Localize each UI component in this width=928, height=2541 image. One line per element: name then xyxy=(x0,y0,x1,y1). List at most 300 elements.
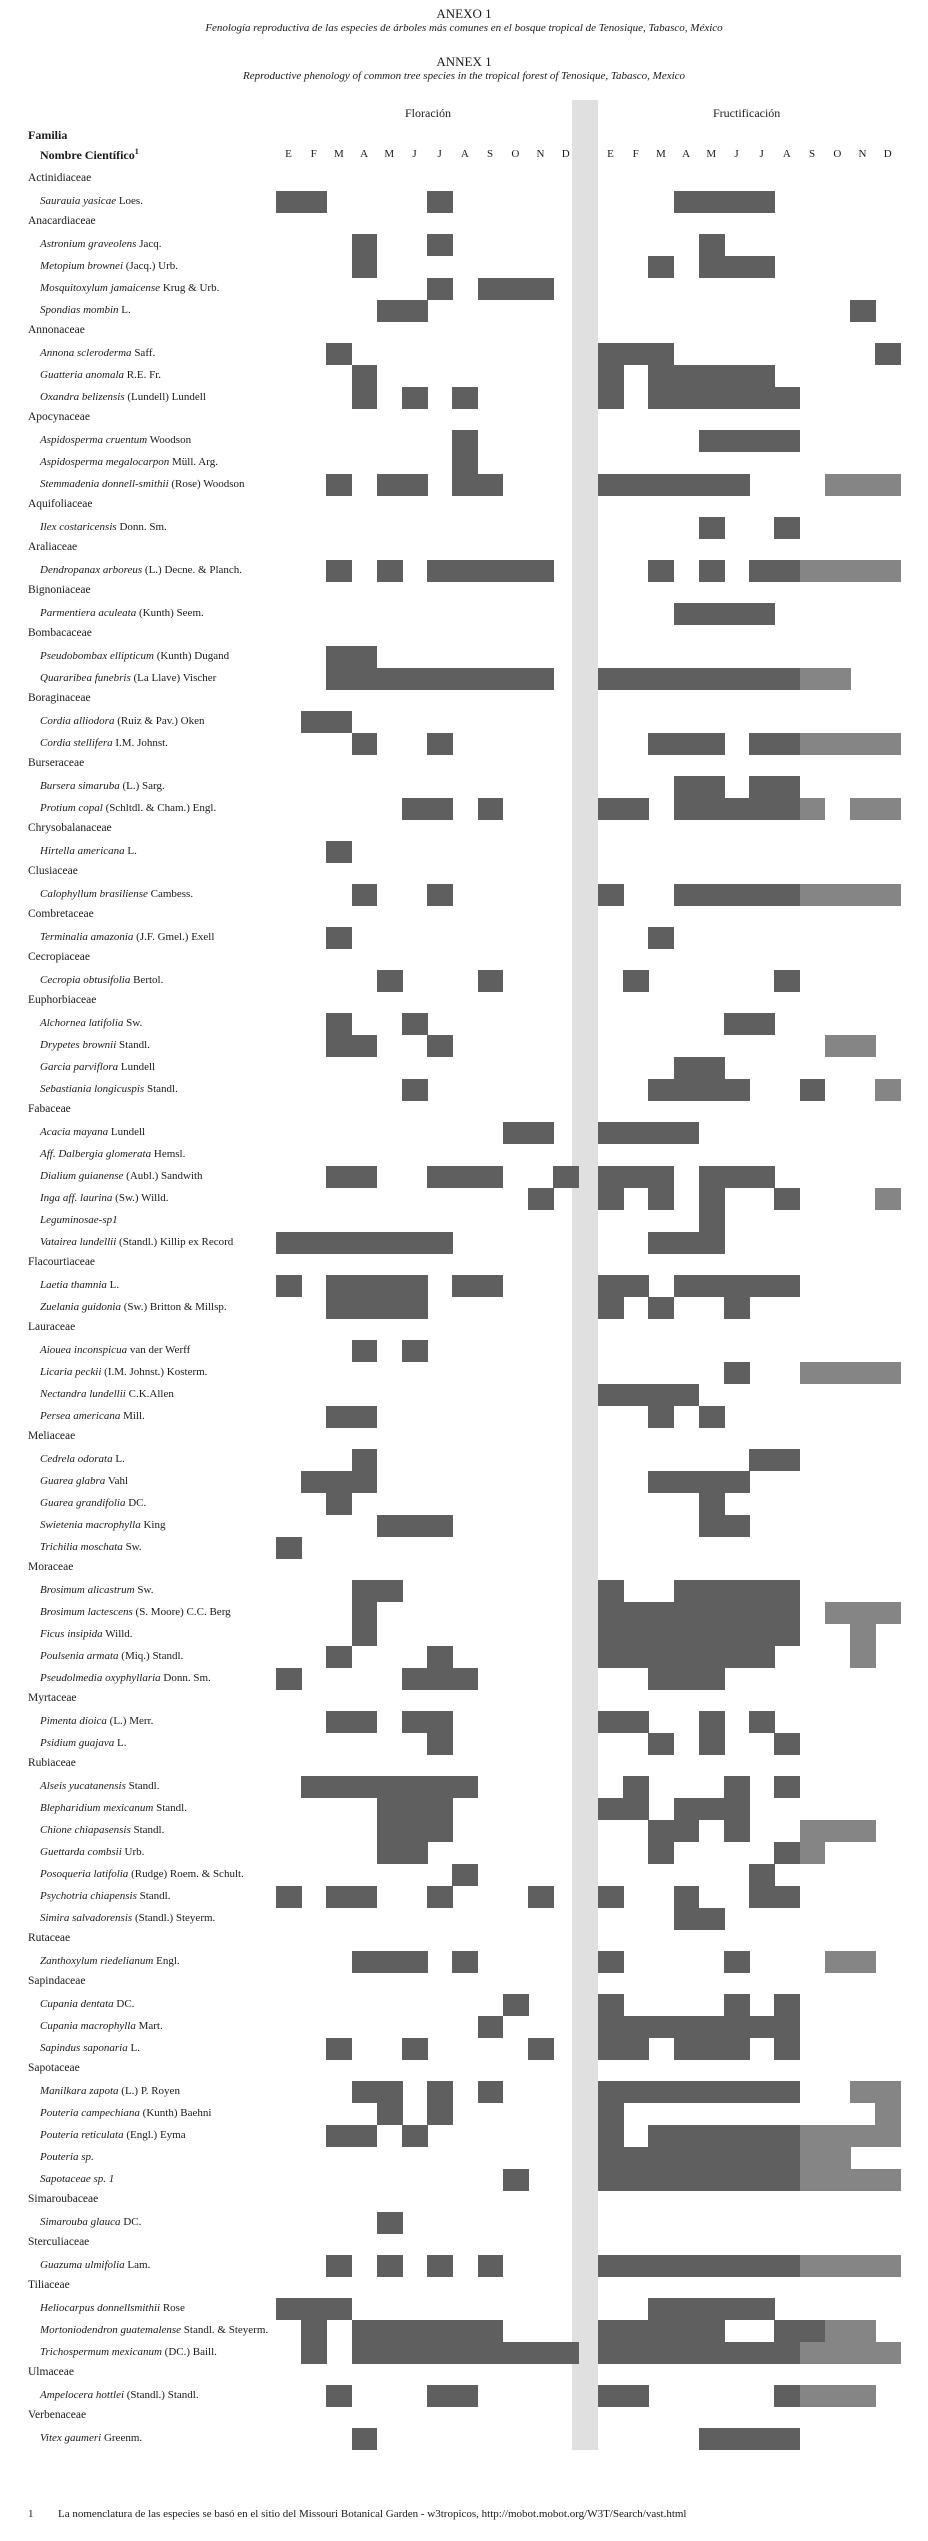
species-name xyxy=(40,1388,174,1400)
fruiting-cell xyxy=(674,2169,700,2191)
annex-title-en: ANNEX 1 xyxy=(436,54,492,69)
fruiting-cell xyxy=(749,1711,775,1733)
fruiting-cell xyxy=(749,2428,775,2450)
flowering-cell xyxy=(377,1776,403,1798)
flowering-cell xyxy=(478,970,504,992)
fruiting-light-cell xyxy=(875,733,901,755)
flowering-cell xyxy=(326,2385,352,2407)
species-author: (Sw.) Willd. xyxy=(112,1192,169,1204)
flowering-cell xyxy=(452,560,478,582)
flowering-cell xyxy=(352,2081,378,2103)
species-name xyxy=(40,456,218,468)
fruiting-light-cell xyxy=(825,2320,851,2342)
fruiting-cell xyxy=(623,1646,649,1668)
fruiting-cell xyxy=(648,1733,674,1755)
fruiting-cell xyxy=(724,365,750,387)
flowering-cell xyxy=(427,2385,453,2407)
species-name xyxy=(40,802,216,814)
fruiting-cell xyxy=(774,668,800,690)
fruiting-cell xyxy=(648,1471,674,1493)
flowering-cell xyxy=(427,1166,453,1188)
fruiting-cell xyxy=(724,2016,750,2038)
fruiting-cell xyxy=(749,365,775,387)
fruiting-cell xyxy=(623,798,649,820)
fruiting-cell xyxy=(674,1624,700,1646)
species-name xyxy=(40,2324,268,2336)
species-name xyxy=(40,347,155,359)
fruiting-cell xyxy=(774,733,800,755)
species-name xyxy=(40,2020,163,2032)
species-author: Urb. xyxy=(121,1846,145,1858)
fruiting-light-cell xyxy=(825,2255,851,2277)
species-scientific-name: Sebastiania longicuspis xyxy=(40,1083,145,1095)
fruiting-light-cell xyxy=(825,2125,851,2147)
fruiting-cell xyxy=(648,2342,674,2364)
flowering-cell xyxy=(301,711,327,733)
fruiting-cell xyxy=(749,387,775,409)
fruiting-light-cell xyxy=(875,2255,901,2277)
subtitle-en: Reproductive phenology of common tree species in the tropical forest of Tenosique, Tabasco, Mexico xyxy=(242,70,686,82)
fruiting-cell xyxy=(648,1079,674,1101)
family-name: Rubiaceae xyxy=(28,1757,76,1769)
fruiting-cell xyxy=(674,2038,700,2060)
species-scientific-name: Metopium brownei xyxy=(40,260,123,272)
fruiting-light-cell xyxy=(850,2081,876,2103)
fruiting-cell xyxy=(749,2147,775,2169)
fruiting-month-label: N xyxy=(858,148,867,160)
species-author: Mart. xyxy=(135,2020,163,2032)
fruiting-cell xyxy=(699,1798,725,1820)
fruiting-cell xyxy=(774,2169,800,2191)
fruiting-cell xyxy=(674,884,700,906)
species-author: (Schltdl. & Cham.) Engl. xyxy=(102,802,217,814)
fruiting-light-cell xyxy=(825,1820,851,1842)
fruiting-cell xyxy=(724,1297,750,1319)
fruiting-cell xyxy=(598,1886,624,1908)
species-name xyxy=(40,1846,144,1858)
flowering-cell xyxy=(352,1711,378,1733)
species-scientific-name: Guazuma ulmifolia xyxy=(40,2259,125,2271)
fruiting-cell xyxy=(800,2320,826,2342)
species-name xyxy=(40,195,143,207)
flowering-cell xyxy=(276,1275,302,1297)
name-column-header xyxy=(40,147,139,163)
fruiting-light-cell xyxy=(875,2081,901,2103)
flowering-month-label: E xyxy=(285,148,292,160)
species-author: Standl. xyxy=(116,1039,150,1051)
flowering-cell xyxy=(352,1602,378,1624)
flowering-cell xyxy=(377,1820,403,1842)
flowering-cell xyxy=(276,2298,302,2320)
species-name xyxy=(40,2042,140,2054)
fruiting-cell xyxy=(648,1166,674,1188)
fruiting-cell xyxy=(774,2385,800,2407)
flowering-cell xyxy=(402,1515,428,1537)
fruiting-cell xyxy=(749,560,775,582)
fruiting-cell xyxy=(674,191,700,213)
flowering-cell xyxy=(377,2212,403,2234)
flowering-cell xyxy=(452,1951,478,1973)
flowering-cell xyxy=(427,1711,453,1733)
fruiting-cell xyxy=(749,2016,775,2038)
family-name: Bignoniaceae xyxy=(28,584,91,596)
species-scientific-name: Ampelocera hottlei xyxy=(40,2389,125,2401)
fruiting-cell xyxy=(699,2125,725,2147)
species-author: L. xyxy=(118,304,131,316)
species-scientific-name: Terminalia amazonia xyxy=(40,931,134,943)
fruiting-month-label: J xyxy=(759,148,764,160)
flowering-cell xyxy=(478,1275,504,1297)
species-name xyxy=(40,1301,227,1313)
flowering-cell xyxy=(528,2038,554,2060)
species-author: Jacq. xyxy=(136,238,162,250)
fruiting-cell xyxy=(598,1951,624,1973)
species-author: Lundell xyxy=(118,1061,156,1073)
fruiting-cell xyxy=(749,1449,775,1471)
fruiting-light-cell xyxy=(875,1602,901,1624)
fruiting-cell xyxy=(749,2169,775,2191)
fruiting-cell xyxy=(699,430,725,452)
flowering-cell xyxy=(402,474,428,496)
flowering-cell xyxy=(326,1035,352,1057)
fruiting-cell xyxy=(774,1733,800,1755)
species-name xyxy=(40,974,163,986)
fruiting-light-cell xyxy=(800,1842,826,1864)
species-name xyxy=(40,650,229,662)
species-scientific-name: Stemmadenia donnell-smithii xyxy=(40,478,169,490)
fruiting-cell xyxy=(623,2255,649,2277)
flowering-cell xyxy=(352,2125,378,2147)
fruiting-cell xyxy=(699,1668,725,1690)
fruiting-cell xyxy=(774,1449,800,1471)
fruiting-light-cell xyxy=(850,2342,876,2364)
species-name xyxy=(40,369,161,381)
species-author: Rose xyxy=(160,2302,185,2314)
species-scientific-name: Pouteria sp. xyxy=(40,2151,94,2163)
species-scientific-name: Dialium guianense xyxy=(40,1170,124,1182)
species-name xyxy=(40,1279,119,1291)
fruiting-cell xyxy=(598,1711,624,1733)
species-scientific-name: Oxandra belizensis xyxy=(40,391,125,403)
fruiting-cell xyxy=(699,1406,725,1428)
flowering-cell xyxy=(503,560,529,582)
flowering-cell xyxy=(402,2125,428,2147)
fruiting-cell xyxy=(699,1275,725,1297)
fruiting-cell xyxy=(598,884,624,906)
fruiting-cell xyxy=(623,1711,649,1733)
flowering-cell xyxy=(352,1275,378,1297)
species-author: King xyxy=(140,1519,166,1531)
subtitle-es: Fenología reproductiva de las especies de árboles más comunes en el bosque tropical de Tenosique, Tabasco, México xyxy=(205,22,723,34)
flowering-cell xyxy=(352,387,378,409)
species-name xyxy=(40,1998,134,2010)
flowering-cell xyxy=(352,365,378,387)
fruiting-light-cell xyxy=(800,668,826,690)
fruiting-cell xyxy=(724,1798,750,1820)
fruiting-cell xyxy=(699,668,725,690)
flowering-cell xyxy=(528,668,554,690)
flowering-cell xyxy=(276,191,302,213)
fruiting-light-cell xyxy=(850,560,876,582)
flowering-cell xyxy=(377,2255,403,2277)
flowering-cell xyxy=(352,733,378,755)
fruiting-cell xyxy=(623,1798,649,1820)
species-author: Greenm. xyxy=(101,2432,143,2444)
species-scientific-name: Mortoniodendron guatemalense xyxy=(40,2324,182,2336)
species-name xyxy=(40,1170,203,1182)
species-name xyxy=(40,1672,211,1684)
fruiting-cell xyxy=(724,2125,750,2147)
fruiting-cell xyxy=(774,2147,800,2169)
flowering-cell xyxy=(528,1886,554,1908)
family-name: Bombacaceae xyxy=(28,627,92,639)
fruiting-cell xyxy=(749,1166,775,1188)
fruiting-cell xyxy=(598,2125,624,2147)
fruiting-month-label: O xyxy=(833,148,842,160)
species-author: Mill. xyxy=(120,1410,145,1422)
fruiting-cell xyxy=(774,1602,800,1624)
fruiting-cell xyxy=(724,1624,750,1646)
flowering-month-label: N xyxy=(536,148,545,160)
flowering-cell xyxy=(478,2255,504,2277)
fruiting-cell xyxy=(800,1079,826,1101)
fruiting-cell xyxy=(749,1580,775,1602)
species-name xyxy=(40,238,162,250)
species-scientific-name: Cordia stellifera xyxy=(40,737,113,749)
fruiting-cell xyxy=(674,1232,700,1254)
fruiting-light-cell xyxy=(875,2103,901,2125)
fruiting-light-cell xyxy=(800,2255,826,2277)
fruiting-cell xyxy=(699,1166,725,1188)
species-author: (Kunth) Seem. xyxy=(136,607,204,619)
fruiting-cell xyxy=(674,474,700,496)
flowering-cell xyxy=(452,474,478,496)
flowering-cell xyxy=(452,2320,478,2342)
flowering-cell xyxy=(352,1951,378,1973)
flowering-cell xyxy=(352,1166,378,1188)
fruiting-cell xyxy=(648,1384,674,1406)
flowering-cell xyxy=(503,2169,529,2191)
fruiting-cell xyxy=(724,884,750,906)
flowering-month-label: O xyxy=(511,148,520,160)
species-author: (Lundell) Lundell xyxy=(124,391,206,403)
fruiting-cell xyxy=(724,2081,750,2103)
flowering-cell xyxy=(352,256,378,278)
flowering-cell xyxy=(402,2038,428,2060)
fruiting-cell xyxy=(648,2169,674,2191)
flowering-cell xyxy=(402,1798,428,1820)
fruiting-cell xyxy=(598,1798,624,1820)
fruiting-cell xyxy=(674,1668,700,1690)
fruiting-cell xyxy=(774,970,800,992)
flowering-cell xyxy=(478,278,504,300)
species-scientific-name: Pimenta dioica xyxy=(40,1715,107,1727)
species-name xyxy=(40,1475,128,1487)
flowering-cell xyxy=(402,387,428,409)
fruiting-cell xyxy=(724,2428,750,2450)
species-scientific-name: Bursera simaruba xyxy=(40,780,120,792)
fruiting-cell xyxy=(699,2081,725,2103)
family-name: Cecropiaceae xyxy=(28,951,90,963)
species-author: DC. xyxy=(120,2216,142,2228)
fruiting-cell xyxy=(674,668,700,690)
fruiting-cell xyxy=(674,2342,700,2364)
flowering-cell xyxy=(377,300,403,322)
fruiting-light-cell xyxy=(825,2169,851,2191)
footnote-number: 1 xyxy=(28,2508,34,2520)
species-scientific-name: Aspidosperma megalocarpon xyxy=(40,456,170,468)
fruiting-light-cell xyxy=(825,884,851,906)
species-scientific-name: Cupania macrophylla xyxy=(40,2020,136,2032)
species-scientific-name: Psychotria chiapensis xyxy=(40,1890,137,1902)
fruiting-light-cell xyxy=(850,2169,876,2191)
fruiting-cell xyxy=(674,1886,700,1908)
fruiting-cell xyxy=(623,1166,649,1188)
species-scientific-name: Aff. Dalbergia glomerata xyxy=(40,1148,152,1160)
species-scientific-name: Cecropia obtusifolia xyxy=(40,974,131,986)
fruiting-cell xyxy=(623,668,649,690)
species-author: Bertol. xyxy=(130,974,164,986)
fruiting-cell xyxy=(699,474,725,496)
flowering-cell xyxy=(301,1232,327,1254)
species-scientific-name: Drypetes brownii xyxy=(40,1039,117,1051)
fruiting-light-cell xyxy=(850,1951,876,1973)
species-author: (DC.) Baill. xyxy=(161,2346,217,2358)
fruiting-cell xyxy=(724,1275,750,1297)
fruiting-cell xyxy=(699,1210,725,1232)
flowering-cell xyxy=(402,1820,428,1842)
fruiting-cell xyxy=(774,776,800,798)
fruiting-light-cell xyxy=(800,733,826,755)
flowering-cell xyxy=(377,1842,403,1864)
species-name xyxy=(40,1824,164,1836)
fruiting-cell xyxy=(699,1188,725,1210)
fruiting-cell xyxy=(674,2081,700,2103)
fruiting-cell xyxy=(774,1580,800,1602)
fruiting-cell xyxy=(623,343,649,365)
species-name xyxy=(40,1214,118,1226)
fruiting-cell xyxy=(749,668,775,690)
fruiting-cell xyxy=(774,1886,800,1908)
species-author: (Rudge) Roem. & Schult. xyxy=(128,1868,244,1880)
species-name xyxy=(40,2259,150,2271)
species-scientific-name: Ficus insipida xyxy=(40,1628,103,1640)
fruiting-cell xyxy=(699,1711,725,1733)
fruiting-cell xyxy=(749,1275,775,1297)
flowering-cell xyxy=(326,668,352,690)
fruiting-cell xyxy=(598,2016,624,2038)
flowering-cell xyxy=(352,1580,378,1602)
fruiting-cell xyxy=(648,668,674,690)
species-name xyxy=(40,1606,231,1618)
species-scientific-name: Manilkara zapota xyxy=(40,2085,119,2097)
species-scientific-name: Quararibea funebris xyxy=(40,672,131,684)
fruiting-light-cell xyxy=(800,884,826,906)
species-name xyxy=(40,737,168,749)
flowering-cell xyxy=(478,2081,504,2103)
fruiting-cell xyxy=(724,2147,750,2169)
fruiting-cell xyxy=(774,884,800,906)
fruiting-cell xyxy=(724,603,750,625)
species-name xyxy=(40,1650,183,1662)
fruiting-month-label: E xyxy=(607,148,614,160)
flowering-cell xyxy=(402,2320,428,2342)
flowering-cell xyxy=(276,1537,302,1559)
species-author: L. xyxy=(114,1737,127,1749)
flowering-cell xyxy=(402,300,428,322)
flowering-cell xyxy=(402,1275,428,1297)
fruiting-cell xyxy=(699,733,725,755)
species-author: (Miq.) Standl. xyxy=(118,1650,184,1662)
species-name xyxy=(40,1890,170,1902)
flowering-cell xyxy=(427,1733,453,1755)
species-author: (S. Moore) C.C. Berg xyxy=(132,1606,231,1618)
species-author: Müll. Arg. xyxy=(169,456,218,468)
fruiting-cell xyxy=(699,1079,725,1101)
fruiting-cell xyxy=(749,1013,775,1035)
fruiting-cell xyxy=(648,1297,674,1319)
species-author: (Jacq.) Urb. xyxy=(123,260,178,272)
fruiting-cell xyxy=(674,1471,700,1493)
flowering-cell xyxy=(326,927,352,949)
fruiting-cell xyxy=(648,2016,674,2038)
species-name xyxy=(40,1017,142,1029)
species-name xyxy=(40,1192,169,1204)
family-name: Simaroubaceae xyxy=(28,2193,99,2205)
fruiting-cell xyxy=(598,1297,624,1319)
fruiting-light-cell xyxy=(875,2169,901,2191)
flowering-cell xyxy=(452,2342,478,2364)
fruiting-cell xyxy=(774,1994,800,2016)
fruiting-light-cell xyxy=(850,1820,876,1842)
species-author: L. xyxy=(124,845,137,857)
flowering-cell xyxy=(503,2342,529,2364)
flowering-cell xyxy=(427,2320,453,2342)
species-name xyxy=(40,1410,145,1422)
fruiting-cell xyxy=(598,474,624,496)
fruiting-month-label: D xyxy=(883,148,892,160)
footnote-text: La nomenclatura de las especies se basó en el sitio del Missouri Botanical Garden - w3tropicos, http://mobot.mobot.org/W3T/Search/vast.html xyxy=(58,2508,687,2520)
fruiting-cell xyxy=(598,668,624,690)
species-author: L. xyxy=(112,1453,125,1465)
fruiting-light-cell xyxy=(850,2125,876,2147)
flowering-cell xyxy=(377,560,403,582)
species-name xyxy=(40,1628,133,1640)
flowering-cell xyxy=(352,2320,378,2342)
flowering-cell xyxy=(427,1646,453,1668)
species-scientific-name: Sapindus saponaria xyxy=(40,2042,128,2054)
species-author: (Kunth) Baehni xyxy=(139,2107,212,2119)
family-name: Apocynaceae xyxy=(28,411,90,423)
flowering-cell xyxy=(326,1886,352,1908)
fruiting-light-cell xyxy=(850,1624,876,1646)
flowering-cell xyxy=(326,1711,352,1733)
fruiting-cell xyxy=(648,2147,674,2169)
fruiting-month-label: A xyxy=(682,148,691,160)
flowering-cell xyxy=(427,560,453,582)
species-scientific-name: Spondias mombin xyxy=(40,304,119,316)
fruiting-light-cell xyxy=(825,668,851,690)
fruiting-cell xyxy=(598,1624,624,1646)
flowering-cell xyxy=(402,1668,428,1690)
species-scientific-name: Aspidosperma cruentum xyxy=(40,434,148,446)
fruiting-cell xyxy=(648,2081,674,2103)
species-author: L. xyxy=(106,1279,120,1291)
species-author: DC. xyxy=(113,1998,135,2010)
fruiting-cell xyxy=(724,798,750,820)
fruiting-cell xyxy=(774,2320,800,2342)
species-author: (Ruiz & Pav.) Oken xyxy=(114,715,205,727)
